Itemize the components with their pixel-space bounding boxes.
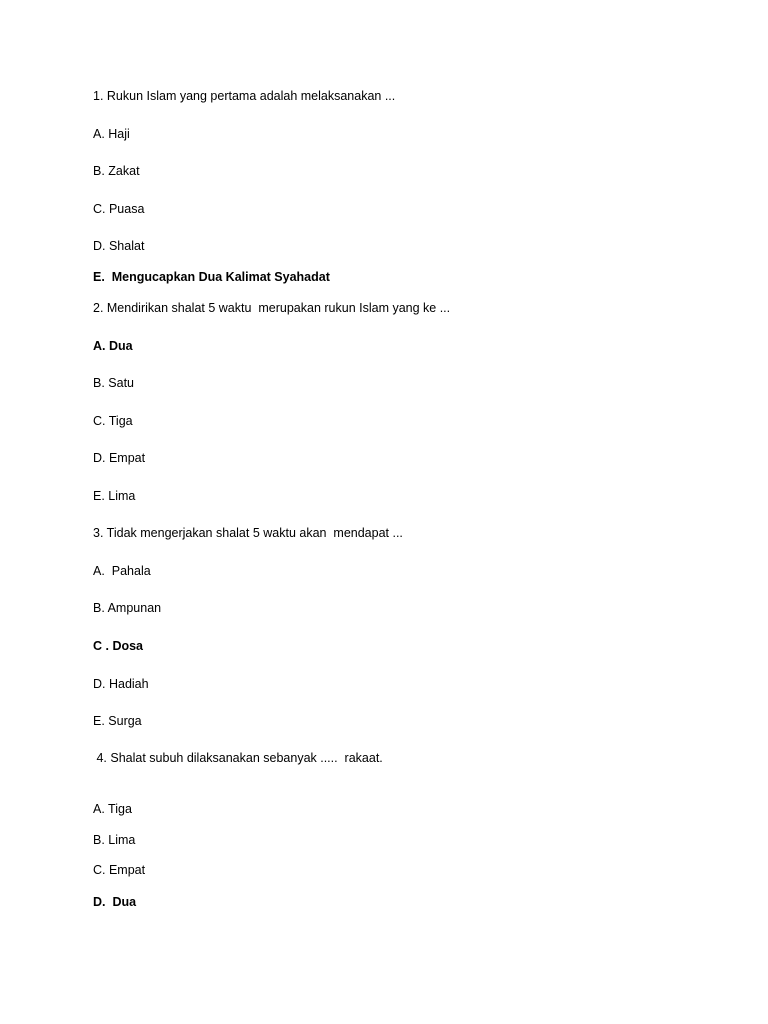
- question-1-option-d: D. Shalat: [93, 239, 145, 253]
- question-2-option-a-answer: A. Dua: [93, 339, 133, 353]
- question-3-option-b: B. Ampunan: [93, 601, 162, 615]
- question-2-option-e: E. Lima: [93, 489, 136, 503]
- question-3-option-e: E. Surga: [93, 714, 142, 728]
- question-4-option-b: B. Lima: [93, 833, 136, 847]
- question-1-text: 1. Rukun Islam yang pertama adalah melaksanakan ...: [93, 89, 396, 103]
- question-1-option-e-answer: E. Mengucapkan Dua Kalimat Syahadat: [93, 270, 330, 284]
- question-4-option-d-answer: D. Dua: [93, 895, 137, 909]
- question-1-option-a: A. Haji: [93, 127, 130, 141]
- question-2-option-c: C. Tiga: [93, 414, 133, 428]
- question-1-option-c: C. Puasa: [93, 202, 145, 216]
- question-4-option-a: A. Tiga: [93, 802, 132, 816]
- question-3-option-d: D. Hadiah: [93, 677, 149, 691]
- question-2-text: 2. Mendirikan shalat 5 waktu merupakan rukun Islam yang ke ...: [93, 301, 451, 315]
- question-4-text: 4. Shalat subuh dilaksanakan sebanyak ..... rakaat.: [93, 751, 383, 765]
- question-3-option-c-answer: C . Dosa: [93, 639, 144, 653]
- question-2-option-d: D. Empat: [93, 451, 146, 465]
- question-2-option-b: B. Satu: [93, 376, 134, 390]
- question-3-text: 3. Tidak mengerjakan shalat 5 waktu akan mendapat ...: [93, 526, 403, 540]
- question-1-option-b: B. Zakat: [93, 164, 140, 178]
- question-4-option-c: C. Empat: [93, 863, 146, 877]
- question-3-option-a: A. Pahala: [93, 564, 151, 578]
